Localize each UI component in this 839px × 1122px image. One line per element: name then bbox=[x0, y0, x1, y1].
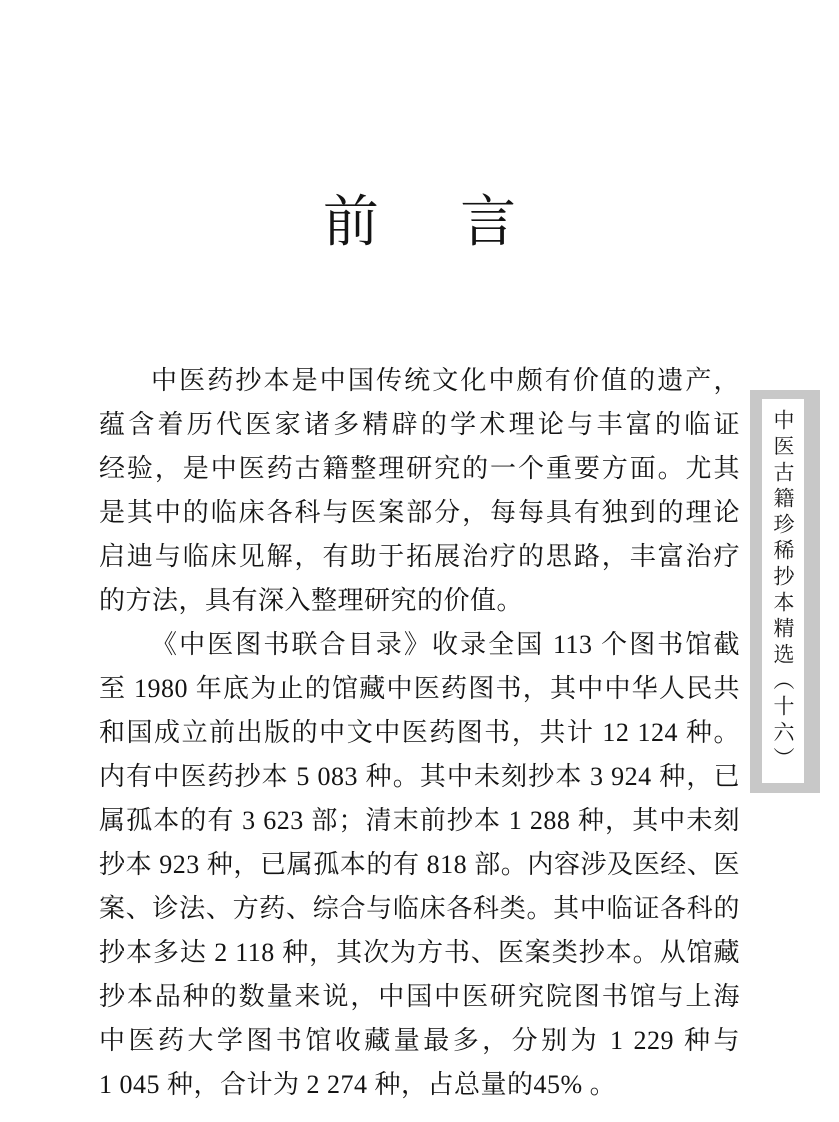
body-line: 1 045 种，合计为 2 274 种，占总量的45% 。 bbox=[99, 1070, 617, 1099]
body-line: 案、诊法、方药、综合与临床各科类。其中临证各科的 bbox=[99, 894, 740, 923]
body-line: 是其中的临床各科与医案部分，每每具有独到的理论 bbox=[99, 498, 740, 527]
body-text bbox=[99, 359, 740, 1107]
series-label-inner bbox=[762, 399, 804, 783]
body-line: 抄本 923 种，已属孤本的有 818 部。内容涉及医经、医 bbox=[99, 850, 740, 879]
body-line: 的方法，具有深入整理研究的价值。 bbox=[99, 586, 524, 615]
body-line: 至 1980 年底为止的馆藏中医药图书，其中中华人民共 bbox=[99, 674, 740, 703]
body-line: 启迪与临床见解，有助于拓展治疗的思路，丰富治疗 bbox=[99, 542, 740, 571]
body-line: 中医药抄本是中国传统文化中颇有价值的遗产， bbox=[151, 366, 740, 395]
body-line: 蕴含着历代医家诸多精辟的学术理论与丰富的临证 bbox=[99, 410, 740, 439]
body-line: 经验，是中医药古籍整理研究的一个重要方面。尤其 bbox=[99, 454, 740, 483]
series-title-vertical: 中医古籍珍稀抄本精选（十六） bbox=[771, 409, 795, 773]
body-line: 《中医图书联合目录》收录全国 113 个图书馆截 bbox=[151, 630, 740, 659]
page-title-text: 前言 bbox=[322, 192, 598, 254]
body-line: 抄本多达 2 118 种，其次为方书、医案类抄本。从馆藏 bbox=[99, 938, 740, 967]
body-line: 抄本品种的数量来说，中国中医研究院图书馆与上海 bbox=[99, 982, 740, 1011]
body-line: 内有中医药抄本 5 083 种。其中未刻抄本 3 924 种，已 bbox=[99, 762, 740, 791]
body-line: 属孤本的有 3 623 部；清末前抄本 1 288 种，其中未刻 bbox=[99, 806, 740, 835]
page-title bbox=[99, 191, 740, 255]
body-line: 中医药大学图书馆收藏量最多，分别为 1 229 种与 bbox=[99, 1026, 740, 1055]
body-line: 和国成立前出版的中文中医药图书，共计 12 124 种。 bbox=[99, 718, 740, 747]
series-label-frame bbox=[750, 390, 820, 793]
